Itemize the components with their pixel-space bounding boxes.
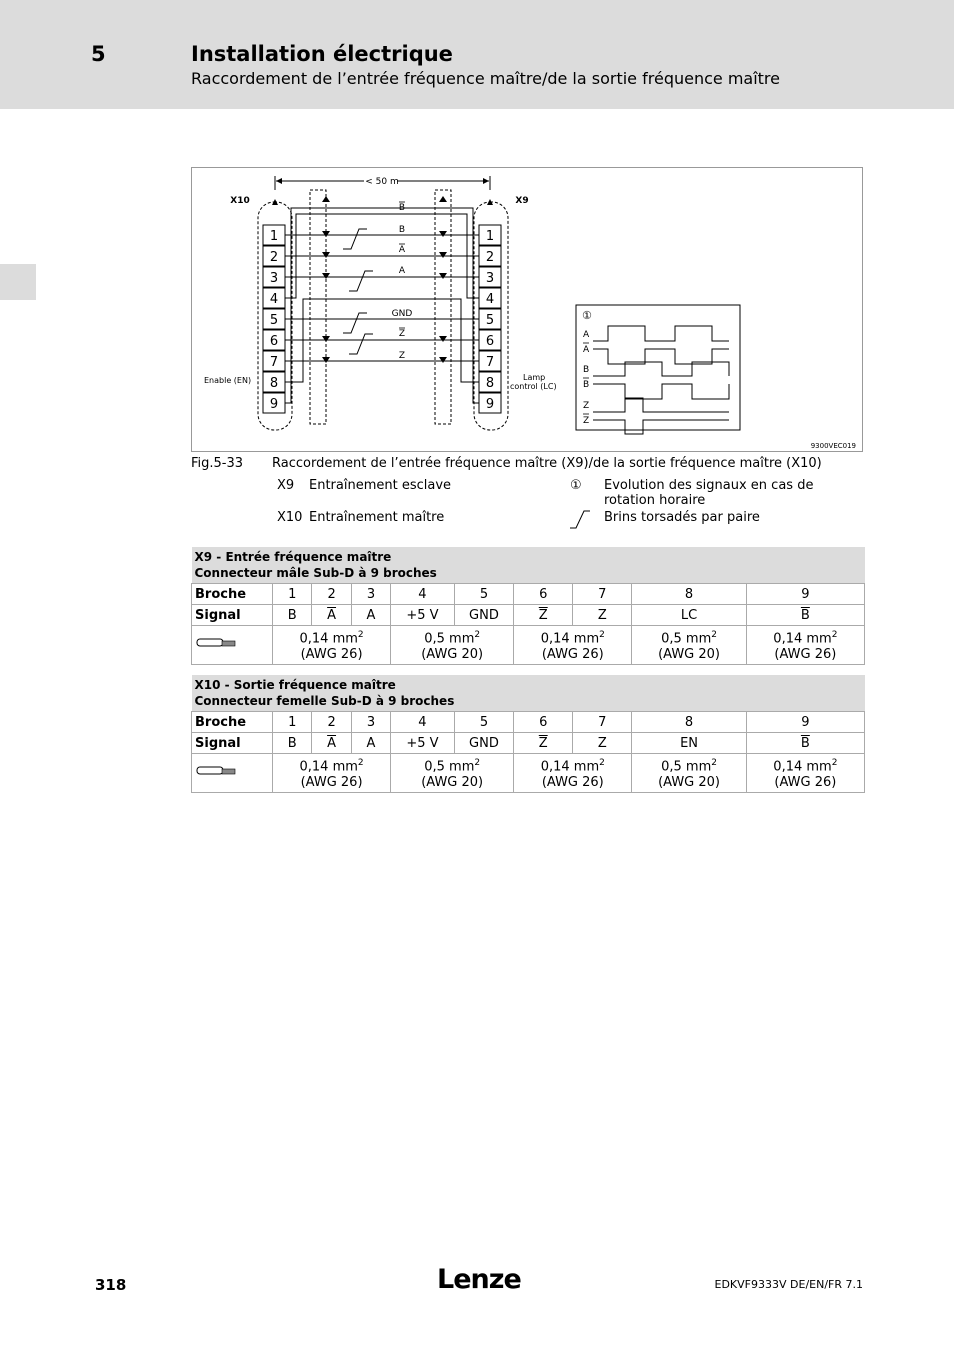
- wire-pin9: [285, 208, 479, 403]
- pin-number-cell: 6: [514, 584, 573, 605]
- legend-text-x10: Entraînement maître: [309, 510, 445, 525]
- pin-number-cell: 7: [573, 712, 632, 733]
- signal-cell: +5 V: [391, 733, 455, 754]
- row-label-pin: Broche: [192, 584, 273, 605]
- wire-icon-cell: [192, 626, 273, 665]
- wire-label: A: [398, 245, 406, 255]
- inset-signal-label: Z: [583, 401, 590, 411]
- cross-section-cell: 0,5 $mm^2$ (AWG 20): [391, 754, 514, 793]
- signal-cell: $\overline{A}$: [312, 605, 351, 626]
- inset-marker: ①: [582, 309, 592, 322]
- inset-signal-label: B: [583, 365, 590, 375]
- signal-cell: +5 V: [391, 605, 455, 626]
- page-number: 318: [95, 1276, 127, 1294]
- cross-section-cell: 0,5 $mm^2$ (AWG 20): [391, 626, 514, 665]
- x10-pin-number: 5: [269, 313, 279, 328]
- x10-label: X10: [230, 196, 250, 206]
- signal-cell: A: [351, 605, 390, 626]
- cross-section-cell: 0,5 $mm^2$ (AWG 20): [632, 626, 746, 665]
- x10-pin-number: 3: [269, 271, 279, 286]
- wire-cross-section-icon: [195, 636, 237, 650]
- shield-right-outline: [435, 190, 451, 424]
- x10-pin-number: 8: [269, 376, 279, 391]
- table-title-line2: Connecteur mâle Sub-D à 9 broches: [194, 566, 437, 580]
- table-title: [192, 675, 865, 712]
- shield-top-terminal: [439, 196, 447, 202]
- pin-number-cell: 5: [454, 712, 513, 733]
- wire-cross-section-icon: [195, 764, 237, 778]
- cross-section-cell: 0,5 $mm^2$ (AWG 20): [632, 754, 746, 793]
- wiring-diagram-svg: [192, 168, 862, 451]
- inset-signal-label: A: [583, 345, 590, 355]
- chapter-side-tab: [0, 264, 36, 300]
- pin-number-cell: 2: [312, 584, 351, 605]
- shield-terminal: [439, 273, 447, 279]
- row-label-signal: Signal: [192, 733, 273, 754]
- x9-label: X9: [515, 196, 529, 206]
- legend-text-x9: Entraînement esclave: [309, 478, 452, 493]
- distance-label: < 50 m: [365, 177, 399, 187]
- signal-cell: EN: [632, 733, 746, 754]
- chapter-number: 5: [91, 42, 106, 66]
- inset-signal-label: B: [583, 380, 590, 390]
- figure-caption-text: Raccordement de l’entrée fréquence maître (X9)/de la sortie fréquence maître (X10): [272, 456, 822, 471]
- row-label-signal: Signal: [192, 605, 273, 626]
- signal-cell: GND: [454, 605, 513, 626]
- cross-section-cell: 0,14 $mm^2$ (AWG 26): [514, 754, 632, 793]
- inset-signal-label: A: [583, 330, 590, 340]
- distance-arrow-right: [483, 178, 489, 184]
- signal-cell: $\overline{B}$: [746, 605, 864, 626]
- shield-terminal: [439, 252, 447, 258]
- pin-number-cell: 4: [391, 712, 455, 733]
- cross-section-cell: 0,14 $mm^2$ (AWG 26): [514, 626, 632, 665]
- signal-cell: Z: [573, 605, 632, 626]
- signal-cell: B: [273, 605, 312, 626]
- cross-section-cell: 0,14 $mm^2$ (AWG 26): [746, 626, 864, 665]
- x10-pin-number: 4: [269, 292, 279, 307]
- pin-number-cell: 6: [514, 712, 573, 733]
- chapter-subtitle: Raccordement de l’entrée fréquence maître/de la sortie fréquence maître: [191, 69, 780, 88]
- shield-terminal: [322, 231, 330, 237]
- lenze-logo: Lenze: [437, 1264, 521, 1295]
- x9-pin-number: 4: [485, 292, 495, 307]
- cross-section-cell: 0,14 $mm^2$ (AWG 26): [273, 626, 391, 665]
- legend-key-x9: X9: [277, 478, 295, 493]
- x10-pin-number: 9: [269, 397, 279, 412]
- signal-cell: LC: [632, 605, 746, 626]
- x9-pin-number: 7: [485, 355, 495, 370]
- wire-label: GND: [391, 309, 413, 319]
- twisted-pair-mark: [349, 271, 373, 291]
- pin-number-cell: 9: [746, 712, 864, 733]
- cross-section-cell: 0,14 $mm^2$ (AWG 26): [746, 754, 864, 793]
- twisted-pair-mark: [349, 334, 373, 354]
- shield-terminal: [439, 336, 447, 342]
- pin-number-cell: 4: [391, 584, 455, 605]
- signal-inset-box: [576, 305, 740, 430]
- lamp-label-1: Lamp: [523, 373, 546, 382]
- figure-caption-label: Fig.5-33: [191, 456, 244, 471]
- header-band: [0, 0, 954, 109]
- shield-terminal: [322, 252, 330, 258]
- shield-terminal: [322, 357, 330, 363]
- lamp-label-2: control (LC): [510, 382, 557, 391]
- table-title-line1: X10 - Sortie fréquence maître: [194, 678, 396, 692]
- signal-cell: $\overline{B}$: [746, 733, 864, 754]
- distance-arrow-left: [276, 178, 282, 184]
- pin-number-cell: 1: [273, 584, 312, 605]
- shield-terminal: [322, 273, 330, 279]
- pin-number-cell: 8: [632, 584, 746, 605]
- shield-terminal: [322, 336, 330, 342]
- x10-pin-number: 2: [269, 250, 279, 265]
- pin-number-cell: 2: [312, 712, 351, 733]
- connector-top-terminal: [272, 199, 278, 205]
- wire-label: Z: [398, 329, 406, 339]
- wire-label: B: [398, 203, 406, 213]
- x10-pin-number: 7: [269, 355, 279, 370]
- legend-key-marker: ①: [570, 478, 582, 493]
- pin-number-cell: 9: [746, 584, 864, 605]
- cross-section-cell: 0,14 $mm^2$ (AWG 26): [273, 754, 391, 793]
- table-title-line2: Connecteur femelle Sub-D à 9 broches: [194, 694, 455, 708]
- x9-pin-number: 9: [485, 397, 495, 412]
- chapter-title: Installation électrique: [191, 42, 453, 66]
- shield-left-outline: [310, 190, 326, 424]
- figure-code: 9300VEC019: [810, 442, 856, 450]
- x9-pin-number: 5: [485, 313, 495, 328]
- wiring-diagram: [191, 167, 863, 452]
- x9-pin-table: [191, 547, 865, 665]
- legend-text-marker: Evolution des signaux en cas de rotation horaire: [604, 478, 814, 508]
- x10-pin-number: 6: [269, 334, 279, 349]
- x9-pin-number: 1: [485, 229, 495, 244]
- pin-number-cell: 3: [351, 712, 390, 733]
- signal-cell: Z: [573, 733, 632, 754]
- signal-cell: A: [351, 733, 390, 754]
- document-reference: EDKVF9333V DE/EN/FR 7.1: [714, 1278, 863, 1291]
- pin-number-cell: 1: [273, 712, 312, 733]
- x9-pin-number: 8: [485, 376, 495, 391]
- wire-label: A: [398, 266, 406, 276]
- signal-cell: $\overline{A}$: [312, 733, 351, 754]
- twisted-pair-mark: [343, 313, 367, 333]
- shield-top-terminal: [322, 196, 330, 202]
- twisted-pair-icon: [568, 509, 592, 529]
- pin-number-cell: 3: [351, 584, 390, 605]
- pin-number-cell: 5: [454, 584, 513, 605]
- x9-pin-number: 6: [485, 334, 495, 349]
- signal-cell: B: [273, 733, 312, 754]
- table-title-line1: X9 - Entrée fréquence maître: [194, 550, 392, 564]
- signal-cell: $\overline{Z}$: [514, 605, 573, 626]
- twisted-pair-mark: [343, 229, 367, 249]
- legend-text-twisted-pair: Brins torsadés par paire: [604, 510, 760, 525]
- enable-label: Enable (EN): [204, 376, 252, 385]
- wire-label: Z: [398, 351, 406, 361]
- wire-icon-cell: [192, 754, 273, 793]
- x10-pin-table: [191, 675, 865, 793]
- signal-cell: GND: [454, 733, 513, 754]
- legend-key-x10: X10: [277, 510, 303, 525]
- signal-cell: $\overline{Z}$: [514, 733, 573, 754]
- pin-number-cell: 7: [573, 584, 632, 605]
- row-label-pin: Broche: [192, 712, 273, 733]
- wire-label: B: [398, 225, 406, 235]
- shield-terminal: [439, 357, 447, 363]
- inset-signal-label: Z: [583, 416, 590, 426]
- x9-pin-number: 2: [485, 250, 495, 265]
- pin-number-cell: 8: [632, 712, 746, 733]
- table-title: [192, 547, 865, 584]
- x9-pin-number: 3: [485, 271, 495, 286]
- shield-terminal: [439, 231, 447, 237]
- x10-pin-number: 1: [269, 229, 279, 244]
